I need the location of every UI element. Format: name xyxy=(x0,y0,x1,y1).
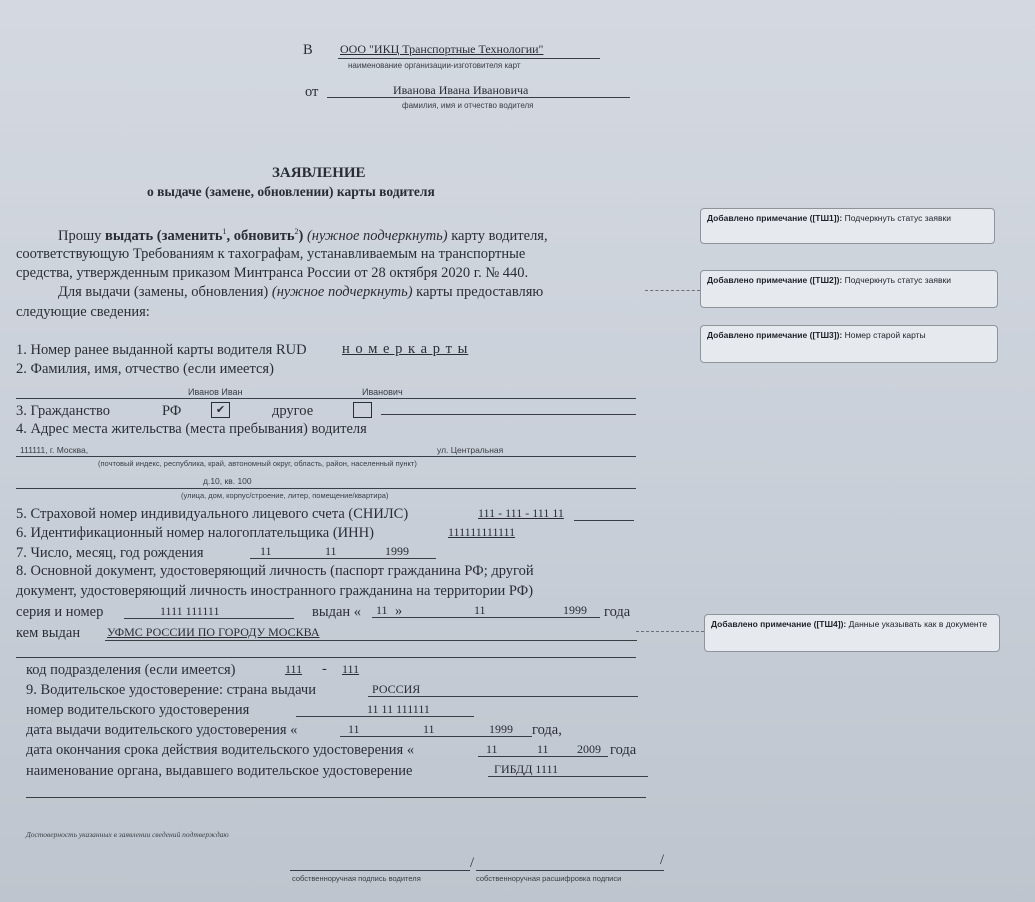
decode-line xyxy=(476,870,664,871)
field-5-line xyxy=(574,520,634,521)
field-7-day: 11 xyxy=(260,544,272,558)
field-4-caption-2: (улица, дом, корпус/строение, литер, помещение/квартира) xyxy=(181,491,389,500)
field-4-city: 111111, г. Москва, xyxy=(20,445,89,455)
field-9-org: ГИБДД 1111 xyxy=(494,762,559,776)
comment-note-3[interactable]: Добавлено примечание ([ТШ3]): Номер старой карты xyxy=(700,325,998,363)
field-7-year: 1999 xyxy=(385,544,409,558)
intro-line-5: следующие сведения: xyxy=(16,304,150,320)
field-3-label: 3. Гражданство xyxy=(16,403,111,419)
field-9-exp-line xyxy=(478,756,608,757)
signature-slash-1: / xyxy=(470,855,475,871)
field-8-code-a: 111 xyxy=(285,662,303,676)
field-9-num: 11 11 111111 xyxy=(367,702,430,716)
field-8-series: 1111 111111 xyxy=(160,604,220,618)
field-9-country-line xyxy=(368,696,638,697)
field-9-country: РОССИЯ xyxy=(372,682,421,696)
field-9-exp-day: 11 xyxy=(486,742,498,756)
signature-slash-2: / xyxy=(660,852,665,868)
field-4-street: ул. Центральная xyxy=(437,445,504,455)
field-8-series-label: серия и номер xyxy=(16,604,104,620)
field-9-date-label: дата выдачи водительского удостоверения « xyxy=(26,722,298,738)
field-8-quote: » xyxy=(395,603,403,619)
signature-line xyxy=(290,870,470,871)
field-9-exp-month: 11 xyxy=(537,742,549,756)
field-9-extra-line xyxy=(26,797,646,798)
intro-line-1: Прошу выдать (заменить$^1$, обновить$^2$) (нужное подчеркнуть) карту водителя, xyxy=(58,227,548,244)
intro-line-2: соответствующую Требованиям к тахографам, устанавливаемым на транспортные xyxy=(16,246,526,262)
field-1-value: н о м е р к а р т ы xyxy=(342,341,469,357)
field-4-line-1 xyxy=(16,456,636,457)
field-9-date-line xyxy=(340,736,532,737)
field-9-exp-label: дата окончания срока действия водительского удостоверения « xyxy=(26,742,415,758)
field-3-line xyxy=(381,414,636,415)
intro-line-4: Для выдачи (замены, обновления) (нужное подчеркнуть) карты предоставляю xyxy=(58,284,544,300)
decode-caption: собственноручная расшифровка подписи xyxy=(476,874,622,883)
field-2-line xyxy=(16,398,636,399)
field-8-line-2: документ, удостоверяющий личность иностранного гражданина на территории РФ) xyxy=(16,583,534,599)
citizenship-rf-checkbox[interactable]: ✔ xyxy=(211,402,230,418)
field-9-num-line xyxy=(296,716,474,717)
from-prefix: от xyxy=(305,84,319,100)
field-5-value: 111 - 111 - 111 11 xyxy=(478,506,564,520)
comment-connector-2 xyxy=(645,290,700,291)
field-8-code-dash: - xyxy=(322,661,327,677)
field-8-year: 1999 xyxy=(563,603,587,617)
field-8-code-b: 111 xyxy=(342,662,360,676)
field-9-org-line xyxy=(488,776,648,777)
intro-line-3: средства, утвержденным приказом Минтранса России от 28 октября 2020 г. № 440. xyxy=(16,265,529,281)
field-4-caption-1: (почтовый индекс, республика, край, автономный округ, область, район, населенный пункт) xyxy=(98,459,417,468)
citizenship-other-checkbox[interactable] xyxy=(353,402,372,418)
field-9-month: 11 xyxy=(423,722,435,736)
field-8-by: УФМС РОССИИ ПО ГОРОДУ МОСКВА xyxy=(107,625,320,639)
comment-note-2[interactable]: Добавлено примечание ([ТШ2]): Подчеркнуть статус заявки xyxy=(700,270,998,308)
field-8-line-1: 8. Основной документ, удостоверяющий личность (паспорт гражданина РФ; другой xyxy=(16,563,534,579)
field-8-month: 11 xyxy=(474,603,486,617)
field-8-by-label: кем выдан xyxy=(16,625,81,641)
field-7-label: 7. Число, месяц, год рождения xyxy=(16,545,204,561)
confirm-text: Достоверность указанных в заявлении сведений подтверждаю xyxy=(26,830,229,839)
field-9-year-label: года, xyxy=(532,722,562,738)
field-9-num-label: номер водительского удостоверения xyxy=(26,702,250,718)
field-9-year: 1999 xyxy=(489,722,513,736)
field-9-org-label: наименование органа, выдавшего водительское удостоверение xyxy=(26,763,413,779)
field-6-value: 111111111111 xyxy=(448,525,516,539)
field-2-first: Иванов Иван xyxy=(188,387,243,397)
field-6-label: 6. Идентификационный номер налогоплательщика (ИНН) xyxy=(16,525,374,541)
to-prefix: В xyxy=(303,42,313,58)
field-7-line xyxy=(250,558,436,559)
field-8-series-line xyxy=(124,618,294,619)
org-line xyxy=(338,58,600,59)
field-5-label: 5. Страховой номер индивидуального лицевого счета (СНИЛС) xyxy=(16,506,409,522)
applicant-caption: фамилия, имя и отчество водителя xyxy=(402,101,534,110)
comment-note-1[interactable]: Добавлено примечание ([ТШ1]): Подчеркнуть статус заявки xyxy=(700,208,995,244)
field-8-day: 11 xyxy=(376,603,388,617)
field-9-day: 11 xyxy=(348,722,360,736)
comment-note-4[interactable]: Добавлено примечание ([ТШ4]): Данные указывать как в документе xyxy=(704,614,1000,652)
field-8-code-label: код подразделения (если имеется) xyxy=(26,662,236,678)
field-4-line-2 xyxy=(16,488,636,489)
field-8-year-label: года xyxy=(604,604,631,620)
field-8-by-line xyxy=(105,640,637,641)
field-9-label: 9. Водительское удостоверение: страна выдачи xyxy=(26,682,316,698)
field-1-label: 1. Номер ранее выданной карты водителя RUD xyxy=(16,342,307,358)
org-caption: наименование организации-изготовителя карт xyxy=(348,61,521,70)
field-4-house: д.10, кв. 100 xyxy=(203,476,252,486)
comment-connector-4 xyxy=(636,631,704,632)
org-name: ООО "ИКЦ Транспортные Технологии" xyxy=(340,42,544,56)
applicant-line xyxy=(327,97,630,98)
field-8-issued-label: выдан « xyxy=(312,604,362,620)
field-2-label: 2. Фамилия, имя, отчество (если имеется) xyxy=(16,361,274,377)
field-9-exp-year-label: года xyxy=(610,742,637,758)
field-8-date-line xyxy=(372,617,600,618)
field-3-other: другое xyxy=(272,403,314,419)
field-7-month: 11 xyxy=(325,544,337,558)
field-9-exp-year: 2009 xyxy=(577,742,601,756)
field-4-label: 4. Адрес места жительства (места пребывания) водителя xyxy=(16,421,367,437)
field-8-extra-line xyxy=(16,657,636,658)
field-3-rf: РФ xyxy=(162,403,182,419)
signature-caption: собственноручная подпись водителя xyxy=(292,874,421,883)
page-subtitle: о выдаче (замене, обновлении) карты водителя xyxy=(147,184,435,199)
field-2-patronymic: Иванович xyxy=(362,387,403,397)
applicant-name: Иванова Ивана Ивановича xyxy=(393,83,529,97)
page-title: ЗАЯВЛЕНИЕ xyxy=(272,165,366,181)
